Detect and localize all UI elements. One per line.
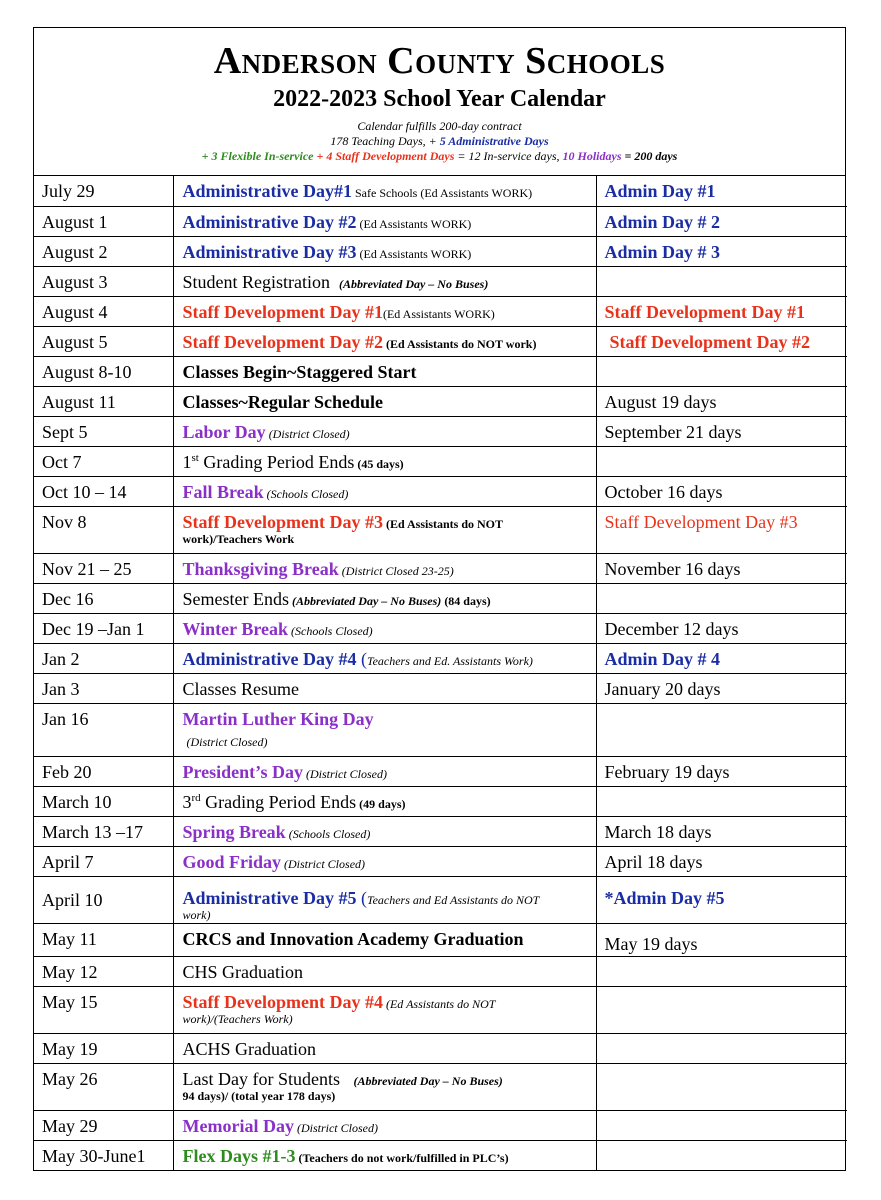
event-cell: Good Friday (District Closed) — [173, 846, 596, 876]
date-cell: August 1 — [34, 206, 173, 236]
summary-cell: May 19 days — [596, 923, 847, 956]
event-cell: Memorial Day (District Closed) — [173, 1110, 596, 1140]
table-row — [34, 643, 847, 673]
summary-cell: August 19 days — [596, 386, 847, 416]
days-note: 178 Teaching Days, + 5 Administrative Days — [330, 134, 549, 148]
date-cell: Feb 20 — [34, 756, 173, 786]
event-cell: Administrative Day #4 (Teachers and Ed. Assistants Work) — [173, 643, 596, 673]
date-cell: Oct 7 — [34, 446, 173, 476]
date-cell: May 15 — [34, 986, 173, 1033]
event-cell: 3rd Grading Period Ends (49 days) — [173, 786, 596, 816]
summary-cell: November 16 days — [596, 553, 847, 583]
date-cell: August 5 — [34, 326, 173, 356]
event-cell: Administrative Day#1 Safe Schools (Ed Assistants WORK) — [173, 176, 596, 206]
table-row — [34, 506, 847, 553]
event-cell: Staff Development Day #2 (Ed Assistants do NOT work) — [173, 326, 596, 356]
date-cell: May 26 — [34, 1063, 173, 1110]
event-cell: ACHS Graduation — [173, 1033, 596, 1063]
summary-cell — [596, 1140, 847, 1170]
table-row — [34, 956, 847, 986]
date-cell: August 11 — [34, 386, 173, 416]
date-cell: August 8-10 — [34, 356, 173, 386]
table-row — [34, 476, 847, 506]
date-cell: May 19 — [34, 1033, 173, 1063]
date-cell: Dec 19 –Jan 1 — [34, 613, 173, 643]
event-cell: Administrative Day #5 (Teachers and Ed Assistants do NOT work) — [173, 876, 596, 923]
summary-cell — [596, 786, 847, 816]
summary-cell — [596, 583, 847, 613]
table-row — [34, 583, 847, 613]
event-cell: CHS Graduation — [173, 956, 596, 986]
table-row — [34, 876, 847, 923]
event-cell: Thanksgiving Break (District Closed 23-25) — [173, 553, 596, 583]
date-cell: May 12 — [34, 956, 173, 986]
summary-cell: March 18 days — [596, 816, 847, 846]
table-row — [34, 1110, 847, 1140]
event-cell: Staff Development Day #4 (Ed Assistants do NOT work)/(Teachers Work) — [173, 986, 596, 1033]
table-row — [34, 236, 847, 266]
summary-cell: Staff Development Day #2 — [596, 326, 847, 356]
date-cell: Sept 5 — [34, 416, 173, 446]
school-year-title: 2022-2023 School Year Calendar — [273, 86, 606, 112]
event-cell: Student Registration (Abbreviated Day – No Buses) — [173, 266, 596, 296]
summary-cell — [596, 1063, 847, 1110]
table-row — [34, 296, 847, 326]
summary-cell: January 20 days — [596, 673, 847, 703]
summary-cell: Admin Day # 3 — [596, 236, 847, 266]
date-cell: Oct 10 – 14 — [34, 476, 173, 506]
summary-cell — [596, 703, 847, 756]
date-cell: August 2 — [34, 236, 173, 266]
date-cell: March 13 –17 — [34, 816, 173, 846]
table-row — [34, 206, 847, 236]
date-cell: May 30-June1 — [34, 1140, 173, 1170]
contract-note: Calendar fulfills 200-day contract — [357, 119, 522, 133]
date-cell: Jan 2 — [34, 643, 173, 673]
event-cell: Administrative Day #2 (Ed Assistants WORK) — [173, 206, 596, 236]
date-cell: Dec 16 — [34, 583, 173, 613]
date-cell: Nov 8 — [34, 506, 173, 553]
event-cell: Semester Ends (Abbreviated Day – No Buses) (84 days) — [173, 583, 596, 613]
date-cell: April 10 — [34, 876, 173, 923]
date-cell: Nov 21 – 25 — [34, 553, 173, 583]
date-cell: May 29 — [34, 1110, 173, 1140]
district-title: Anderson County Schools — [213, 40, 666, 82]
table-row — [34, 673, 847, 703]
summary-cell — [596, 1033, 847, 1063]
table-row — [34, 1063, 847, 1110]
table-row — [34, 703, 847, 756]
date-cell: April 7 — [34, 846, 173, 876]
summary-cell: Staff Development Day #1 — [596, 296, 847, 326]
table-row — [34, 1140, 847, 1170]
event-cell: Martin Luther King Day (District Closed) — [173, 703, 596, 756]
event-cell: Staff Development Day #3 (Ed Assistants do NOT work)/Teachers Work — [173, 506, 596, 553]
summary-cell — [596, 986, 847, 1033]
date-cell: July 29 — [42, 181, 95, 201]
event-cell: Fall Break (Schools Closed) — [173, 476, 596, 506]
table-row — [34, 326, 847, 356]
table-row — [34, 416, 847, 446]
totals-note: + 3 Flexible In-service + 4 Staff Development Days = 12 In-service days, 10 Holidays = 200 days — [201, 149, 678, 163]
date-cell: Jan 3 — [34, 673, 173, 703]
event-cell: Last Day for Students (Abbreviated Day – No Buses) 94 days)/ (total year 178 days) — [173, 1063, 596, 1110]
table-row — [34, 553, 847, 583]
summary-cell: *Admin Day #5 — [596, 876, 847, 923]
event-cell: Winter Break (Schools Closed) — [173, 613, 596, 643]
table-row — [34, 446, 847, 476]
event-cell: Classes Resume — [173, 673, 596, 703]
summary-cell — [596, 1110, 847, 1140]
summary-cell: April 18 days — [596, 846, 847, 876]
summary-cell — [596, 956, 847, 986]
date-cell: August 4 — [34, 296, 173, 326]
summary-cell: October 16 days — [596, 476, 847, 506]
calendar-header — [34, 28, 845, 176]
summary-cell — [596, 356, 847, 386]
summary-cell — [596, 266, 847, 296]
summary-cell — [596, 446, 847, 476]
summary-cell: Staff Development Day #3 — [596, 506, 847, 553]
event-cell: 1st Grading Period Ends (45 days) — [173, 446, 596, 476]
summary-cell: Admin Day #1 — [596, 176, 847, 206]
summary-cell: December 12 days — [596, 613, 847, 643]
table-row — [34, 986, 847, 1033]
table-row — [34, 613, 847, 643]
event-cell: Classes Begin~Staggered Start — [173, 356, 596, 386]
table-row — [34, 816, 847, 846]
table-row — [34, 266, 847, 296]
table-row — [34, 176, 847, 206]
event-cell: Staff Development Day #1(Ed Assistants WORK) — [173, 296, 596, 326]
event-cell: CRCS and Innovation Academy Graduation — [173, 923, 596, 956]
table-row — [34, 756, 847, 786]
table-row — [34, 923, 847, 956]
summary-cell: Admin Day # 2 — [596, 206, 847, 236]
summary-cell: February 19 days — [596, 756, 847, 786]
summary-cell: September 21 days — [596, 416, 847, 446]
table-row — [34, 356, 847, 386]
date-cell: March 10 — [34, 786, 173, 816]
event-cell: Flex Days #1-3 (Teachers do not work/fulfilled in PLC’s) — [173, 1140, 596, 1170]
summary-cell: Admin Day # 4 — [596, 643, 847, 673]
event-cell: Labor Day (District Closed) — [173, 416, 596, 446]
date-cell: August 3 — [34, 266, 173, 296]
table-row — [34, 846, 847, 876]
event-cell: Classes~Regular Schedule — [173, 386, 596, 416]
table-row — [34, 386, 847, 416]
calendar-page — [33, 27, 846, 1171]
table-row — [34, 786, 847, 816]
date-cell: Jan 16 — [34, 703, 173, 756]
date-cell: May 11 — [34, 923, 173, 956]
calendar-table — [34, 176, 847, 1170]
event-cell: President’s Day (District Closed) — [173, 756, 596, 786]
event-cell: Administrative Day #3 (Ed Assistants WORK) — [173, 236, 596, 266]
event-cell: Spring Break (Schools Closed) — [173, 816, 596, 846]
table-row — [34, 1033, 847, 1063]
